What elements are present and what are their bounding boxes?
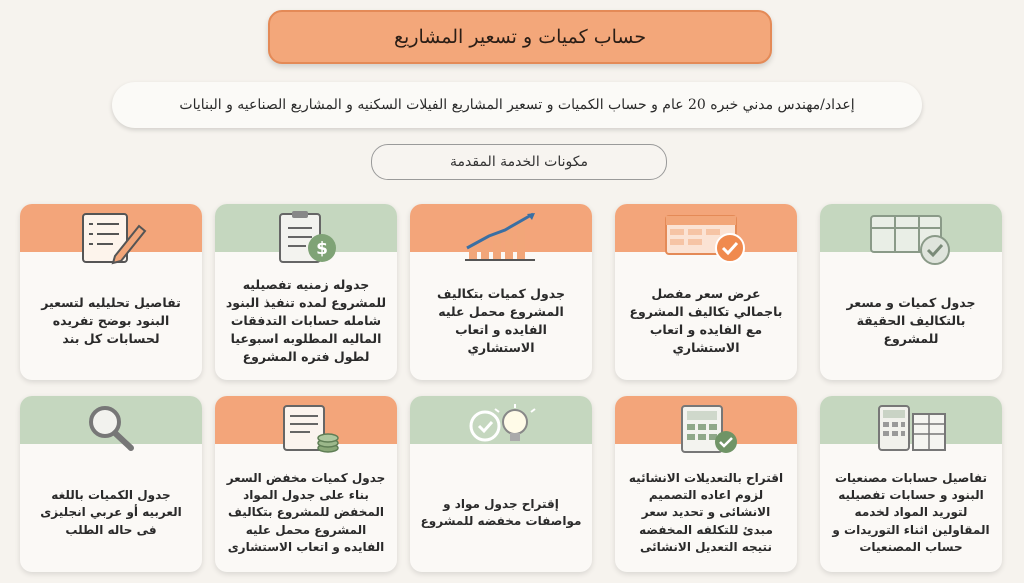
- service-card-analysis: [20, 204, 202, 380]
- service-card-materials: [410, 396, 592, 572]
- card-text: إقتراح جدول مواد و مواصفات مخفضه للمشروع: [420, 496, 582, 528]
- calculator-check-icon: [660, 400, 752, 462]
- service-card-table-priced: [820, 204, 1002, 380]
- card-text: اقتراح بالتعديلات الانشائيه لزوم اعاده التصميم الانشائى و تحديد سعر مبدئ للتكلفه المخفضه نتيجه التعديل الانشائى: [628, 470, 784, 555]
- clipboard-dollar-icon: [260, 208, 352, 270]
- card-text: جدول الكميات باللغه العربيه أو عربي انجليزى فى حاله الطلب: [40, 487, 182, 537]
- growth-chart-icon: [455, 208, 547, 270]
- card-text: عرض سعر مفصل باجمالي تكاليف المشروع مع الفايده و اتعاب الاستشاري: [629, 285, 783, 356]
- checklist-pencil-icon: [65, 208, 157, 270]
- lightbulb-idea-icon: [455, 400, 547, 462]
- service-card-price-offer: [615, 204, 797, 380]
- section-title: مكونات الخدمة المقدمة: [371, 144, 667, 180]
- magnifier-icon: [65, 400, 157, 462]
- service-card-schedule: [215, 204, 397, 380]
- card-text: تفاصيل تحليليه لتسعير البنود بوضح تفريده لحسابات كل بند: [41, 294, 181, 347]
- service-card-labor: [820, 396, 1002, 572]
- card-text: جدوله زمنيه تفصيليه للمشروع لمده تنفيذ البنود شامله حسابات التدفقات الماليه المطلوبه اسبوعيا لطول فتره المشروع: [225, 276, 387, 365]
- document-coins-icon: [260, 400, 352, 462]
- service-card-loaded-boq: [410, 204, 592, 380]
- service-card-language: [20, 396, 202, 572]
- card-text: جدول كميات مخفض السعر بناء على جدول المواد المخفض للمشروع بتكاليف المشروع محمل عليه الفايده و اتعاب الاستشارى: [226, 470, 386, 555]
- svg-text:$: $: [316, 239, 328, 259]
- table-check-icon: [865, 208, 957, 270]
- calendar-check-icon: [660, 208, 752, 270]
- page-title: حساب كميات و تسعير المشاريع: [268, 10, 772, 64]
- service-card-structural: [615, 396, 797, 572]
- card-text: جدول كميات بتكاليف المشروع محمل عليه الفايده و اتعاب الاستشاري: [437, 285, 565, 356]
- page-subtitle: إعداد/مهندس مدني خبره 20 عام و حساب الكميات و تسعير المشاريع الفيلات السكنيه و المشاريع الصناعيه و البنايات: [112, 82, 922, 128]
- service-card-reduced-boq: [215, 396, 397, 572]
- card-text: جدول كميات و مسعر بالتكاليف الحقيقة للمشروع: [846, 294, 976, 347]
- card-text: تفاصيل حسابات مصنعيات البنود و حسابات تفصيليه لتوريد المواد لخدمه المقاولين اثناء التوريدات و حساب المصنعيات: [832, 470, 990, 555]
- calculator-table-icon: [865, 400, 957, 462]
